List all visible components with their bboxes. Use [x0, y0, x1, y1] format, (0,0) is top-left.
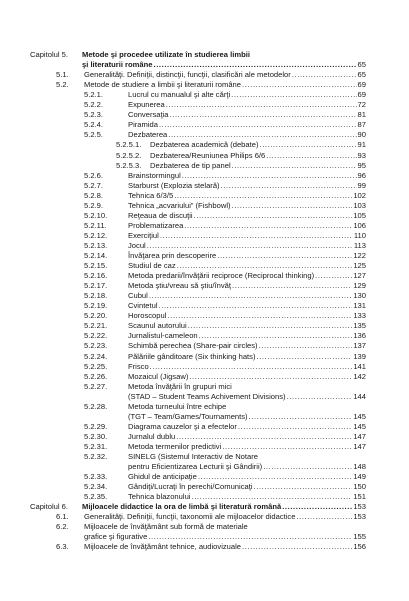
toc-leader-dots: [238, 422, 352, 432]
toc-entry: [30, 502, 366, 512]
toc-entry-title: Dezbaterea/Reuniunea Philips 6/6: [150, 150, 266, 160]
toc-leader-dots: [259, 341, 353, 351]
toc-page-number: 90: [357, 130, 366, 140]
toc-entry-title: Metoda predarii/învăţării reciproce (Reciprocal thinking): [128, 271, 315, 281]
toc-page-number: 141: [353, 361, 366, 371]
toc-entry: [84, 462, 366, 472]
toc-entry-number: 5.2.33.: [84, 472, 108, 482]
toc-entry-title: Mijloacele de învăţământ sub formă de materiale: [84, 522, 248, 532]
toc-page-number: 122: [353, 251, 366, 260]
toc-entry: [84, 372, 366, 382]
toc-leader-dots: [287, 392, 353, 402]
toc-leader-dots: [221, 181, 357, 191]
toc-leader-dots: [160, 231, 353, 241]
toc-entry-number: 5.2.6.: [84, 170, 103, 180]
toc-entry: [84, 301, 366, 311]
toc-page-number: 136: [353, 331, 366, 341]
toc-page-number: 99: [357, 180, 366, 190]
toc-entry-number: 5.2.27.: [84, 381, 108, 391]
toc-entry-number: Capitolul 5.: [30, 50, 68, 59]
toc-page-number: 65: [357, 60, 366, 70]
toc-page-number: 65: [357, 70, 366, 80]
toc-entry-title: Metode de studiere a limbii şi literaturii române: [84, 80, 242, 90]
toc-entry-title: Horoscopul: [128, 311, 167, 321]
toc-page-number: 81: [357, 110, 366, 120]
toc-leader-dots: [217, 251, 352, 261]
toc-entry: [84, 442, 366, 452]
toc-page-number: 156: [353, 542, 366, 552]
toc-entry: [84, 90, 366, 100]
toc-leader-dots: [242, 80, 357, 90]
toc-page-number: 131: [353, 301, 366, 311]
toc-page-number: 95: [357, 160, 366, 170]
toc-leader-dots: [177, 261, 353, 271]
toc-leader-dots: [282, 502, 352, 512]
toc-entry-title: Mijloacele de învăţământ tehnice, audiovizuale: [84, 542, 242, 552]
toc-entry-number: 5.2.23.: [84, 341, 108, 351]
toc-page-number: 110: [353, 230, 366, 240]
toc-page-number: 145: [353, 411, 366, 421]
toc-entry: [84, 392, 366, 402]
toc-entry: [84, 241, 366, 251]
toc-entry: [84, 291, 366, 301]
toc-entry: [84, 251, 366, 261]
toc-leader-dots: [150, 362, 353, 372]
toc-entry-number: 5.2.20.: [84, 311, 108, 321]
toc-page-number: 105: [353, 210, 366, 220]
toc-entry-number: 5.2.8.: [84, 190, 103, 200]
toc-leader-dots: [167, 311, 352, 321]
toc-entry-number: 5.2.28.: [84, 401, 108, 411]
toc-entry-title: Metoda termenilor predictivi: [128, 441, 222, 451]
toc-leader-dots: [159, 301, 353, 311]
toc-page-number: 91: [357, 140, 366, 150]
toc-entry: [84, 331, 366, 341]
toc-entry-number: 5.2.35.: [84, 492, 108, 502]
toc-entry-number: 5.2.5.1.: [116, 140, 142, 150]
toc-page-number: 133: [353, 311, 366, 321]
toc-entry: [116, 151, 366, 161]
toc-entry-number: 5.2.9.: [84, 200, 103, 210]
toc-entry-number: 5.2.14.: [84, 251, 108, 260]
toc-page-number: 149: [353, 472, 366, 482]
toc-entry: [84, 130, 366, 140]
toc-leader-dots: [256, 352, 352, 362]
toc-entry: [84, 311, 366, 321]
toc-entry: [84, 432, 366, 442]
toc-entry-number: 5.2.5.3.: [116, 160, 142, 170]
toc-entry-number: 5.2.3.: [84, 110, 103, 120]
toc-entry-title: Problematizarea: [128, 220, 184, 230]
toc-leader-dots: [170, 110, 357, 120]
toc-leader-dots: [263, 462, 352, 472]
toc-entry: [116, 140, 366, 150]
toc-entry-title: Piramida: [128, 120, 158, 130]
toc-page-number: 135: [353, 321, 366, 331]
toc-entry-title: pentru Eficientizarea Lecturii şi Gândirii): [128, 462, 263, 472]
toc-entry-title: Conversaţia: [128, 110, 169, 120]
toc-entry-number: 6.1.: [56, 512, 69, 522]
toc-entry-number: 5.2.13.: [84, 240, 108, 250]
toc-leader-dots: [159, 120, 357, 130]
toc-entry-number: 5.2.24.: [84, 351, 108, 361]
toc-entry: [84, 482, 366, 492]
toc-entry: [56, 542, 366, 552]
toc-entry: [84, 261, 366, 271]
toc-entry-number: 5.2.10.: [84, 210, 108, 220]
toc-page-number: 127: [353, 271, 366, 281]
toc-entry: [84, 341, 366, 351]
toc-leader-dots: [232, 201, 353, 211]
toc-entry: [84, 171, 366, 181]
toc-leader-dots: [231, 90, 356, 100]
toc-entry: [84, 100, 366, 110]
toc-leader-dots: [198, 472, 353, 482]
toc-entry: [116, 161, 366, 171]
toc-page-number: 147: [353, 441, 366, 451]
toc-entry-title: Gândiţi/Lucraţi în perechi/Comunicaţi: [128, 482, 253, 492]
toc-entry: [56, 522, 366, 532]
toc-page-number: 113: [353, 240, 366, 250]
toc-entry-title: Metode şi procedee utilizate în studierea limbii: [82, 50, 250, 59]
toc-entry-title: Jurnalul dublu: [128, 431, 176, 441]
toc-entry: [84, 110, 366, 120]
toc-entry: [56, 512, 366, 522]
toc-leader-dots: [260, 140, 357, 150]
toc-entry-number: 5.2.11.: [84, 220, 107, 230]
toc-page-number: 130: [353, 291, 366, 301]
toc-entry-title: Dezbaterea: [128, 130, 168, 140]
toc-leader-dots: [249, 412, 353, 422]
toc-leader-dots: [222, 442, 352, 452]
toc-entry-title: Diagrama cauzelor şi a efectelor: [128, 421, 237, 431]
toc-entry-title: Studiul de caz: [128, 261, 176, 271]
toc-entry-title: Reţeaua de discuţii: [128, 210, 193, 220]
toc-entry-title: Frisco: [128, 361, 149, 371]
toc-entry-number: 5.2.2.: [84, 100, 103, 110]
toc-entry-title: (STAD – Student Teams Achivement Divisions): [128, 391, 286, 401]
toc-entry-title: Brainstormingul: [128, 170, 181, 180]
toc-entry-title: Dezbaterea academică (debate): [150, 140, 259, 150]
toc-entry-title: Lucrul cu manualul şi alte cărţi: [128, 90, 231, 100]
toc-entry-title: Jurnalistul-cameleon: [128, 331, 198, 341]
toc-entry-number: 5.2.: [56, 80, 69, 90]
toc-entry-number: 5.2.5.2.: [116, 150, 142, 160]
toc-page-number: 144: [353, 391, 366, 401]
toc-entry-title: Învăţarea prin descoperire: [128, 251, 217, 260]
toc-page-number: 148: [353, 462, 366, 472]
toc-leader-dots: [182, 171, 357, 181]
toc-entry: [84, 452, 366, 462]
toc-entry: [84, 231, 366, 241]
toc-leader-dots: [232, 161, 357, 171]
toc-entry-number: 5.2.17.: [84, 281, 108, 291]
toc-page-number: 87: [357, 120, 366, 130]
toc-entry: [84, 321, 366, 331]
toc-page-number: 93: [357, 150, 366, 160]
toc-entry-number: 5.2.19.: [84, 301, 108, 311]
toc-entry: [56, 80, 366, 90]
toc-entry: [84, 492, 366, 502]
toc-page-number: 151: [353, 492, 366, 502]
toc-page-number: 145: [353, 421, 366, 431]
toc-leader-dots: [232, 281, 352, 291]
toc-entry-title: Pălăriile gânditoare (Six thinking hats): [128, 351, 256, 361]
toc-page-number: 103: [353, 200, 366, 210]
toc-leader-dots: [149, 291, 352, 301]
toc-entry-number: 5.2.16.: [84, 271, 108, 281]
toc-entry-number: 5.2.5.: [84, 130, 103, 140]
toc-leader-dots: [174, 191, 352, 201]
toc-entry-title: Ghidul de anticipaţie: [128, 472, 197, 482]
toc-entry-number: 5.2.32.: [84, 452, 108, 461]
toc-entry-title: şi literaturii române: [82, 60, 153, 70]
toc-entry-title: Tehnica „acvariului” (Fishbowl): [128, 200, 231, 210]
toc-entry: [56, 70, 366, 80]
toc-entry: [84, 201, 366, 211]
toc-page-number: 155: [353, 532, 366, 542]
toc-entry-title: Cvintetul: [128, 301, 158, 311]
toc-entry: [84, 271, 366, 281]
toc-entry: [84, 472, 366, 482]
toc-entry-number: 5.2.21.: [84, 321, 108, 331]
toc-entry: [84, 221, 366, 231]
toc-entry: [84, 422, 366, 432]
toc-leader-dots: [176, 432, 352, 442]
toc-entry-number: Capitolul 6.: [30, 502, 68, 512]
toc-leader-dots: [242, 542, 352, 552]
toc-entry-title: Tehnica blazonului: [128, 492, 191, 502]
toc-leader-dots: [166, 100, 357, 110]
toc-entry-title: Tehnica 6/3/5: [128, 190, 174, 200]
toc-entry-number: 5.2.18.: [84, 291, 108, 301]
toc-entry: [84, 181, 366, 191]
toc-entry-title: Mozaicul (Jigsaw): [128, 371, 189, 381]
toc-leader-dots: [315, 271, 352, 281]
toc-entry-number: 5.2.29.: [84, 421, 108, 431]
toc-entry-number: 5.2.26.: [84, 371, 108, 381]
toc-entry: [30, 50, 366, 60]
toc-entry-number: 5.2.12.: [84, 230, 108, 240]
toc-entry: [84, 412, 366, 422]
toc-entry-title: grafice şi figurative: [84, 532, 148, 542]
toc-leader-dots: [194, 211, 353, 221]
toc-page-number: 142: [353, 371, 366, 381]
toc-entry-title: Cubul: [128, 291, 148, 301]
toc-entry-title: Schimbă perechea (Share-pair circles): [128, 341, 258, 351]
toc-entry-number: 5.2.7.: [84, 180, 103, 190]
toc-leader-dots: [147, 241, 353, 251]
toc-leader-dots: [191, 492, 352, 502]
toc-page-number: 102: [353, 190, 366, 200]
toc-page-number: 69: [357, 90, 366, 100]
toc-entry: [84, 402, 366, 412]
toc-leader-dots: [168, 130, 356, 140]
toc-entry: [84, 211, 366, 221]
toc-entry-number: 5.2.25.: [84, 361, 108, 371]
toc-entry-title: Mijloacele didactice la ora de limbă şi literatură română: [82, 502, 282, 512]
toc-page-number: 153: [353, 512, 366, 522]
toc-entry-number: 6.2.: [56, 522, 69, 532]
toc-entry-title: Starburst (Explozia stelară): [128, 180, 220, 190]
toc-entry-title: (TGT – Team/Games/Tournaments): [128, 411, 248, 421]
toc-entry-title: Dezbaterea de tip panel: [150, 160, 231, 170]
toc-leader-dots: [184, 221, 352, 231]
toc-leader-dots: [189, 372, 352, 382]
toc-page-number: 96: [357, 170, 366, 180]
toc-page-number: 150: [353, 482, 366, 492]
toc-entry: [84, 352, 366, 362]
toc-entry: [84, 191, 366, 201]
toc-entry-number: 5.2.30.: [84, 431, 108, 441]
toc-entry-number: 5.2.4.: [84, 120, 103, 130]
toc-entry-title: Generalităţi. Definiţii, distincţii, funcţii, clasificări ale metodelor: [84, 70, 291, 80]
toc-page-number: 139: [353, 351, 366, 361]
toc-leader-dots: [188, 321, 353, 331]
toc-leader-dots: [153, 60, 356, 70]
toc-entry-title: Jocul: [128, 240, 146, 250]
toc-entry: [84, 362, 366, 372]
toc-entry-title: Scaunul autorului: [128, 321, 187, 331]
toc-leader-dots: [199, 331, 353, 341]
toc-entry-title: Expunerea: [128, 100, 165, 110]
toc-entry-title: Metoda învăţării în grupuri mici: [128, 381, 232, 391]
toc-entry: [56, 532, 366, 542]
toc-entry-title: Generalităţi. Definiţii, funcţii, taxonomii ale mijloacelor didactice: [84, 512, 296, 522]
toc-page-number: 147: [353, 431, 366, 441]
toc-page-number: 129: [353, 281, 366, 291]
toc-page-number: 69: [357, 80, 366, 90]
toc-leader-dots: [266, 151, 356, 161]
toc-entry: [84, 382, 366, 392]
toc-entry-number: 5.2.1.: [84, 90, 103, 100]
toc-page-number: 106: [353, 220, 366, 230]
toc-leader-dots: [254, 482, 353, 492]
toc-entry-number: 5.2.34.: [84, 482, 108, 492]
toc-entry: [30, 60, 366, 70]
toc-page-number: 153: [353, 502, 366, 512]
toc-entry-title: Metoda turneului între echipe: [128, 401, 227, 411]
toc-leader-dots: [296, 512, 352, 522]
toc-page-number: 137: [353, 341, 366, 351]
toc-page-number: 72: [357, 100, 366, 110]
toc-entry-number: 5.1.: [56, 70, 69, 80]
toc-entry-title: Exerciţiul: [128, 230, 159, 240]
toc-entry: [84, 120, 366, 130]
toc-entry-number: 5.2.22.: [84, 331, 108, 341]
toc-leader-dots: [292, 70, 357, 80]
toc-entry-title: Metoda ştiu/vreau să ştiu/învăţ: [128, 281, 231, 291]
toc-page-number: 125: [353, 261, 366, 271]
toc-entry-number: 6.3.: [56, 542, 69, 552]
toc-entry: [84, 281, 366, 291]
toc-entry-title: SINELG (Sistemul Interactiv de Notare: [128, 452, 258, 461]
toc-leader-dots: [148, 532, 352, 542]
toc-entry-number: 5.2.31.: [84, 441, 108, 451]
toc-entry-number: 5.2.15.: [84, 261, 108, 271]
